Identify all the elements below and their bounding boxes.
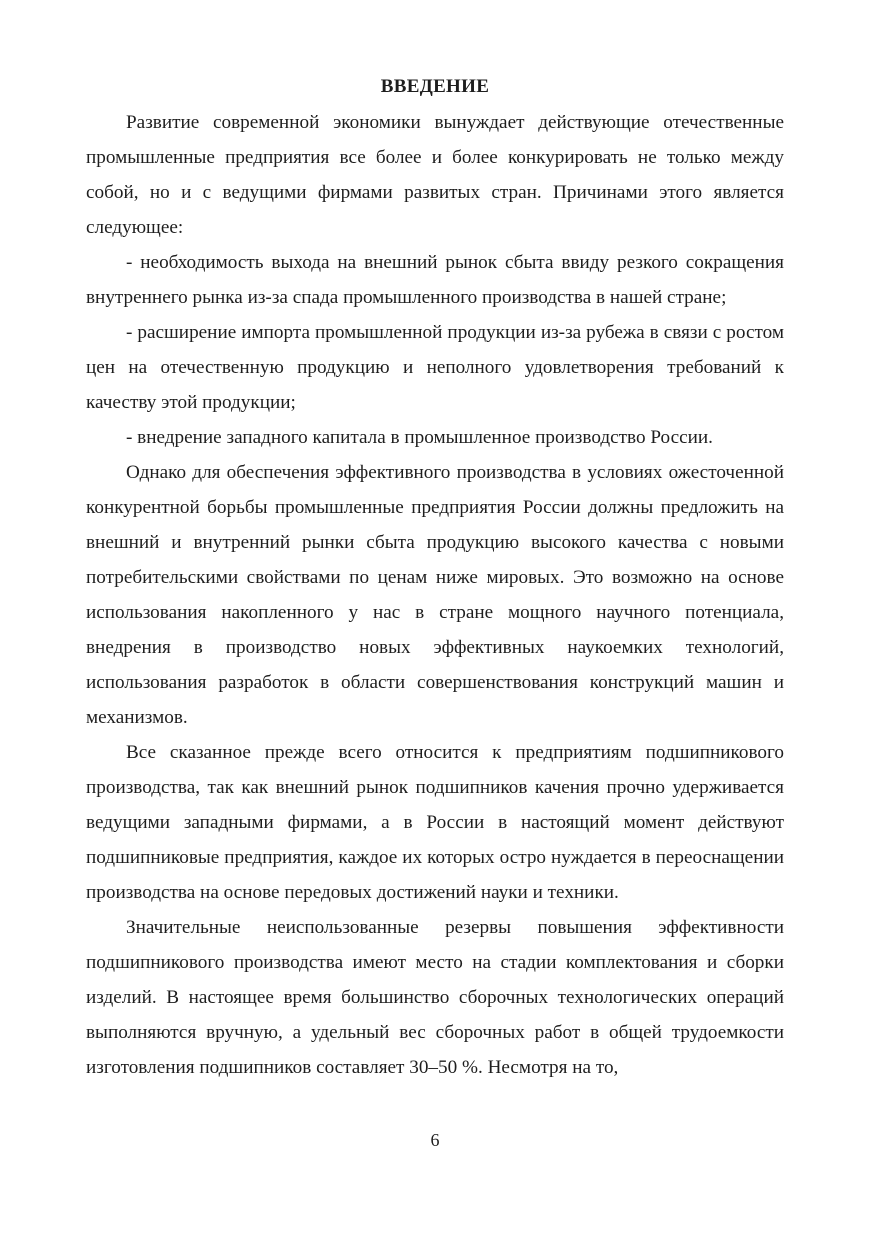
paragraph-efficiency: Однако для обеспечения эффективного производства в условиях ожесточенной конкурентной борьбы промышленные предприятия России должны предложить на внешний и внутренний рынки сбыта продукцию высокого качества с новыми потребительскими свойствами по ценам ниже мировых. Это возможно на основе использования накопленного у нас в стране мощного научного потенциала, внедрения в производство новых эффективных наукоемких технологий, использования разработок в области совершенствования конструкций машин и механизмов. [86, 462, 784, 728]
paragraph-reason-2: - расширение импорта промышленной продукции из-за рубежа в связи с ростом цен на отечественную продукцию и неполного удовлетворения требований к качеству этой продукции; [86, 322, 784, 413]
paragraph-bearings: Все сказанное прежде всего относится к предприятиям подшипникового производства, так как внешний рынок подшипников качения прочно удерживается ведущими западными фирмами, а в России в настоящий момент действуют подшипниковые предприятия, каждое их которых остро нуждается в переоснащении производства на основе передовых достижений науки и техники. [86, 742, 784, 903]
paragraph-reason-3: - внедрение западного капитала в промышленное производство России. [126, 427, 713, 448]
paragraph-assembly: Значительные неиспользованные резервы повышения эффективности подшипникового производства имеют место на стадии комплектования и сборки изделий. В настоящее время большинство сборочных технологических операций выполняются вручную, а удельный вес сборочных работ в общей трудоемкости изготовления подшипников составляет 30–50 %. Несмотря на то, [86, 917, 784, 1078]
paragraph-intro: Развитие современной экономики вынуждает действующие отечественные промышленные предприятия все более и более конкурировать не только между собой, но и с ведущими фирмами развитых стран. Причинами этого является следующее: [86, 112, 784, 238]
page-number: 6 [430, 1130, 440, 1150]
body-text [86, 105, 784, 1085]
page-title: ВВЕДЕНИЕ [380, 76, 490, 97]
paragraph-reason-1: - необходимость выхода на внешний рынок сбыта ввиду резкого сокращения внутреннего рынка из-за спада промышленного производства в нашей стране; [86, 252, 784, 308]
document-page [86, 0, 784, 1241]
